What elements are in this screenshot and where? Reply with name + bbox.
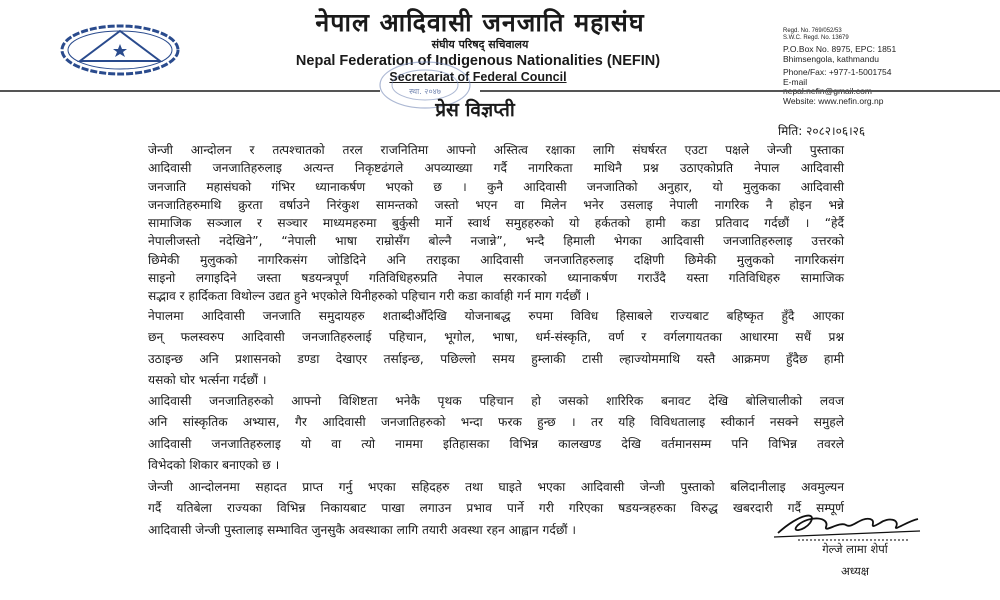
paragraph-line: नेपालमा आदिवासी जनजाति समुदायहरु शताब्दीऔँदेखि योजनाबद्ध रुपमा विविध हिसाबले राज्यबाट बहिष्कृत हुँदै आएका xyxy=(148,309,844,323)
po-box: P.O.Box No. 8975, EPC: 1851 xyxy=(783,44,897,54)
email-label: E-mail xyxy=(783,76,808,87)
paragraph-line: जेन्जी आन्दोलन र तत्पश्चातको तरल राजनितिमा आफ्नो अस्तित्व रक्षाका लागि संघर्षरत एउटा पक्षले जेन्जी पुस्ताका xyxy=(148,143,844,157)
signatory-title: अध्यक्ष xyxy=(840,564,870,578)
paragraph-line: छिमेकी मुलुकको नागरिकसंग जोडिदिने अनि तराइका आदिवासी जनजातिहरुलाइ दक्षिणी छिमेकी मुलुकको नागरिकसंग xyxy=(148,252,844,267)
org-name-nepali: नेपाल आदिवासी जनजाति महासंघ xyxy=(315,8,645,37)
document-date: मिति: २०८२।०६।२६ xyxy=(778,124,866,138)
paragraph-4 xyxy=(148,477,844,541)
paragraph-line: सद्भाव र हार्दिकता विथोल्न उद्यत हुने भएकोले यिनीहरुको पहिचान गरी कडा कार्वाही गर्न माग गर्दछौं । xyxy=(148,289,590,304)
document-heading: प्रेस विज्ञप्ती xyxy=(435,99,515,121)
paragraph-line: जनजाति महासंघको गंभिर ध्यानाकर्षण भएको छ । कुनै आदिवासी जनजातिको अनुहार, यो मुलुकका आदिवासी xyxy=(148,179,844,194)
regd-no: Regd. No. 769/052/53 xyxy=(783,28,842,34)
paragraph-line: यसको घोर भर्त्सना गर्दछौं । xyxy=(148,372,267,387)
paragraph-line: आदिवासी जनजातिहरुलाइ यो वा त्यो नाममा इतिहासका विभिन्न कालखण्ड देखि वर्तमानसम्म पनि विभिन्न तवरले xyxy=(148,436,844,451)
paragraph-line: आदिवासी जनजातिहरुको आफ्नो विशिष्टता भनेकै पृथक पहिचान हो जसको शारिरिक बनावट देखि बोलिचालीको लवज xyxy=(148,394,844,408)
paragraph-line: विभेदको शिकार बनाएको छ । xyxy=(148,457,280,472)
paragraph-line: साइनो लगाइदिने जस्ता षडयन्त्रपूर्ण गतिविधिहरुप्रति नेपाल सरकारको ध्यानाकर्षण गराउँदै यस्ता गतिविधिहरु सामाजिक xyxy=(148,271,844,286)
paragraph-line: गर्दै यतिबेला राज्यका विभिन्न निकायबाट पाखा लगाउन प्रभाव पार्ने गरी गरिएका षडयन्त्रहरुका विरुद्ध खबरदारी गर्दै सम्पूर्ण xyxy=(148,501,844,516)
paragraph-line: जनजातिहरुमाथि क्रुरता वर्षाउने निरंकुश सामन्तको जस्तो भएन वा मिलेन भनेर उसलाइ नेपाली नागरिक नै होइन भन्ने xyxy=(148,197,844,212)
secretariat-english: Secretariat of Federal Council xyxy=(389,70,567,84)
paragraph-2 xyxy=(148,306,844,391)
paragraph-1 xyxy=(148,141,844,306)
contact-block xyxy=(783,28,896,106)
secretariat-nepali: संघीय परिषद् सचिवालय xyxy=(431,38,529,51)
website: Website: www.nefin.org.np xyxy=(783,95,884,106)
org-name-english: Nepal Federation of Indigenous Nationalities (NEFIN) xyxy=(295,53,661,69)
paragraph-line: अनि सांस्कृतिक अभ्यास, गैर आदिवासी जनजातिहरुको भन्दा फरक हुन्छ । तर यहि विविधतालाइ स्वीकार्न नसक्ने समुहले xyxy=(148,415,844,430)
address: Bhimsengola, kathmandu xyxy=(783,53,879,64)
nefin-logo xyxy=(58,22,182,78)
paragraph-line: उठाइन्छ अनि प्रशासनको डण्डा देखाएर तर्साइन्छ, पछिल्लो समय हुम्लाकी टासी ल्हाज्योममाथि यस्तै आक्रमण हुँदैछ हामी xyxy=(148,351,844,366)
stamp-text: स्था. २०४७ xyxy=(409,87,441,96)
paragraph-3 xyxy=(148,391,844,476)
paragraph-line: छन् फलस्वरुप आदिवासी जनजातिहरुलाई पहिचान, भूगोल, भाषा, धर्म-संस्कृति, वर्ण र वर्गलगायतका आधारमा सधैं प्रश्न xyxy=(148,330,844,345)
signature xyxy=(770,507,930,541)
swc-regd-no: S.W.C. Regd. No. 13679 xyxy=(783,34,849,41)
phone: Phone/Fax: +977-1-5001754 xyxy=(783,67,892,77)
signatory-name: गेल्जे लामा शेर्पा xyxy=(822,542,888,556)
header-divider xyxy=(0,90,380,92)
paragraph-line: सामाजिक सञ्जाल र सञ्चार माध्यमहरुमा बुर्कुसी मार्ने स्वार्थ समुहहरुको यो हर्कतको हामी कडा प्रतिवाद गर्दछौं । “हेर्दै xyxy=(148,216,844,231)
paragraph-line: जेन्जी आन्दोलनमा सहादत प्राप्त गर्नु भएका सहिदहरु तथा घाइते भएका आदिवासी जेन्जी पुस्ताको बलिदानीलाइ अवमुल्यन xyxy=(148,480,844,494)
paragraph-line: नेपालीजस्तो नदेखिने”, “नेपाली भाषा राम्रोसँग बोल्नै नजान्ने”, भन्दै हिमाली भेगका आदिवासी जनजातिहरुलाइ उत्तरको xyxy=(148,234,844,249)
header-divider xyxy=(480,90,1000,92)
paragraph-line: आदिवासी जनजातिहरुलाइ अत्यन्त निकृष्टढंगले अपव्याख्या गर्दै नागरिकता माथिनै प्रश्न उठाएकोप्रति नेपाल आदिवासी xyxy=(148,161,844,176)
paragraph-line: आदिवासी जेन्जी पुस्तालाइ सम्भावित जुनसुकै अवस्थाका लागि तयारी अवस्था रहन आह्वान गर्दछौं । xyxy=(148,522,577,537)
